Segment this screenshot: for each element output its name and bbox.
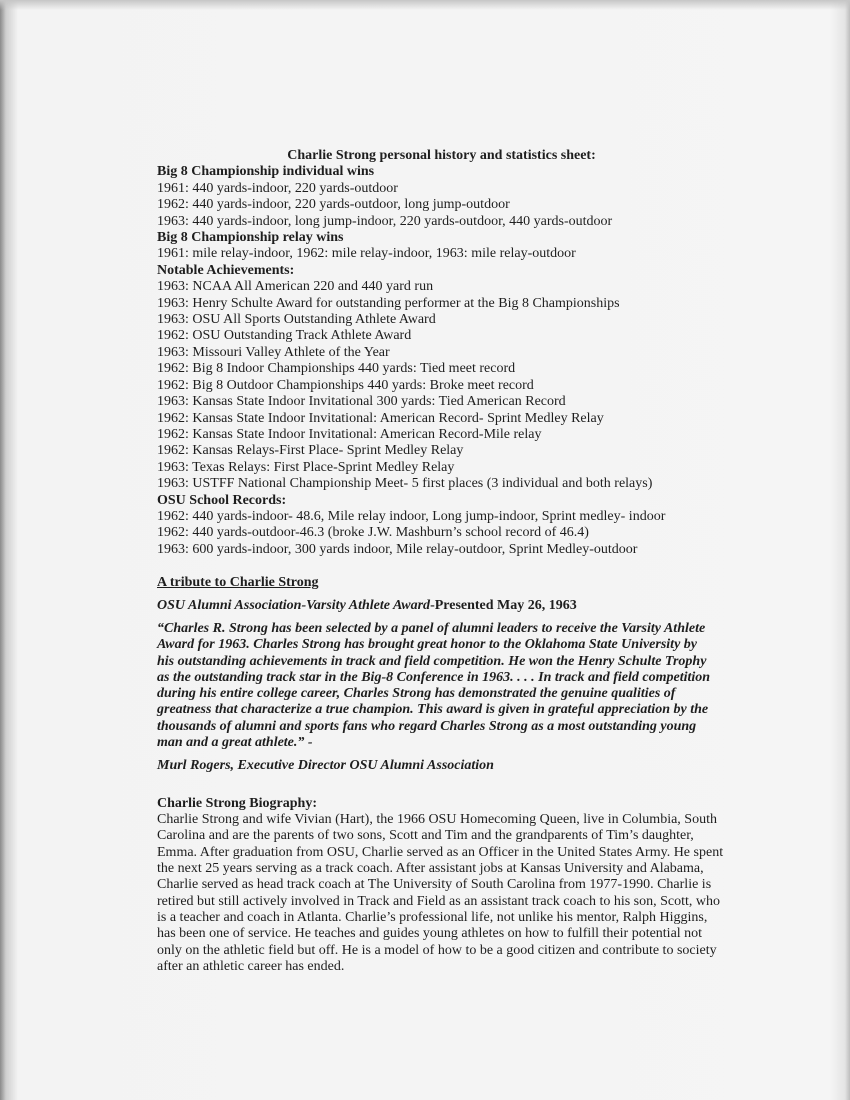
list-item: 1963: OSU All Sports Outstanding Athlete Award [157, 312, 436, 328]
award-title: OSU Alumni Association-Varsity Athlete Award [157, 597, 431, 613]
tribute-section [157, 575, 757, 775]
document-body [157, 148, 757, 975]
list-item: 1962: Big 8 Outdoor Championships 440 yards: Broke meet record [157, 377, 534, 393]
section-individual-wins [157, 164, 757, 230]
award-quote: “Charles R. Strong has been selected by a panel of alumni leaders to receive the Varsity Athlete Award for 1963. Charles Strong has brought great honor to the Oklahoma State University by his outstanding achievements in track and field competition. He won the Henry Schulte Trophy as the outstanding track star in the Big-8 Conference in 1963. . . . In track and field competition during his entire college career, Charles Strong has demonstrated the genuine qualities of greatness that characterize a true champion. This award is given in grateful appreciation by the thousands of alumni and sports fans who regard Charles Strong as a most outstanding young man and a great athlete.” - [157, 620, 711, 751]
list-item: 1963: Texas Relays: First Place-Sprint Medley Relay [157, 459, 455, 475]
award-line [157, 598, 757, 614]
list-item: 1962: 440 yards-outdoor-46.3 (broke J.W. Mashburn’s school record of 46.4) [157, 525, 589, 541]
list-item: 1963: 600 yards-indoor, 300 yards indoor, Mile relay-outdoor, Sprint Medley-outdoor [157, 541, 638, 557]
section-notable-achievements [157, 263, 757, 493]
section-heading: Big 8 Championship relay wins [157, 230, 344, 246]
list-item: 1962: 440 yards-indoor- 48.6, Mile relay indoor, Long jump-indoor, Sprint medley- indoor [157, 508, 666, 524]
list-item: 1963: 440 yards-indoor, long jump-indoor, 220 yards-outdoor, 440 yards-outdoor [157, 213, 613, 229]
list-item: 1962: OSU Outstanding Track Athlete Award [157, 328, 412, 344]
section-heading: OSU School Records: [157, 492, 287, 508]
list-item: 1962: Kansas State Indoor Invitational: American Record-Mile relay [157, 426, 542, 442]
biography-section [157, 796, 757, 975]
list-item: 1961: 440 yards-indoor, 220 yards-outdoor [157, 180, 398, 196]
list-item: 1961: mile relay-indoor, 1962: mile relay-indoor, 1963: mile relay-outdoor [157, 246, 576, 262]
list-item: 1963: Kansas State Indoor Invitational 300 yards: Tied American Record [157, 394, 566, 410]
biography-text: Charlie Strong and wife Vivian (Hart), the 1966 OSU Homecoming Queen, live in Columbia, South Carolina and are the parents of two sons, Scott and Tim and the grandparents of Tim’s daughter, Emma. After graduation from OSU, Charlie served as an Officer in the United States Army. He spent the next 25 years serving as a track coach. After assistant jobs at Kansas University and Alabama, Charlie served as head track coach at The University of South Carolina from 1977-1990. Charlie is retired but still actively involved in Track and Field as an assistant track coach to his son, Scott, who is a teacher and coach in Atlanta. Charlie’s professional life, not unlike his mentor, Ralph Higgins, has been one of service. He teaches and guides young athletes on how to fulfill their potential not only on the athletic field but off. He is a model of how to be a good citizen and contribute to society after an athletic career has ended. [157, 812, 724, 974]
list-item: 1962: 440 yards-indoor, 220 yards-outdoor, long jump-outdoor [157, 197, 510, 213]
biography-heading: Charlie Strong Biography: [157, 795, 317, 811]
section-relay-wins [157, 230, 757, 263]
list-item: 1962: Big 8 Indoor Championships 440 yards: Tied meet record [157, 361, 516, 377]
quote-signer: Murl Rogers, Executive Director OSU Alumni Association [157, 758, 494, 774]
document-title: Charlie Strong personal history and statistics sheet: [287, 148, 596, 163]
list-item: 1963: NCAA All American 220 and 440 yard run [157, 279, 434, 295]
section-heading: Notable Achievements: [157, 262, 295, 278]
list-item: 1963: Henry Schulte Award for outstanding performer at the Big 8 Championships [157, 295, 620, 311]
list-item: 1962: Kansas State Indoor Invitational: American Record- Sprint Medley Relay [157, 410, 604, 426]
list-item: 1963: Missouri Valley Athlete of the Year [157, 344, 390, 360]
section-school-records [157, 493, 757, 559]
section-heading: Big 8 Championship individual wins [157, 164, 375, 180]
tribute-heading: A tribute to Charlie Strong [157, 575, 319, 591]
list-item: 1962: Kansas Relays-First Place- Sprint Medley Relay [157, 443, 464, 459]
scan-shadow [0, 0, 850, 10]
award-date: -Presented May 26, 1963 [430, 597, 577, 613]
list-item: 1963: USTFF National Championship Meet- 5 first places (3 individual and both relays) [157, 476, 653, 492]
